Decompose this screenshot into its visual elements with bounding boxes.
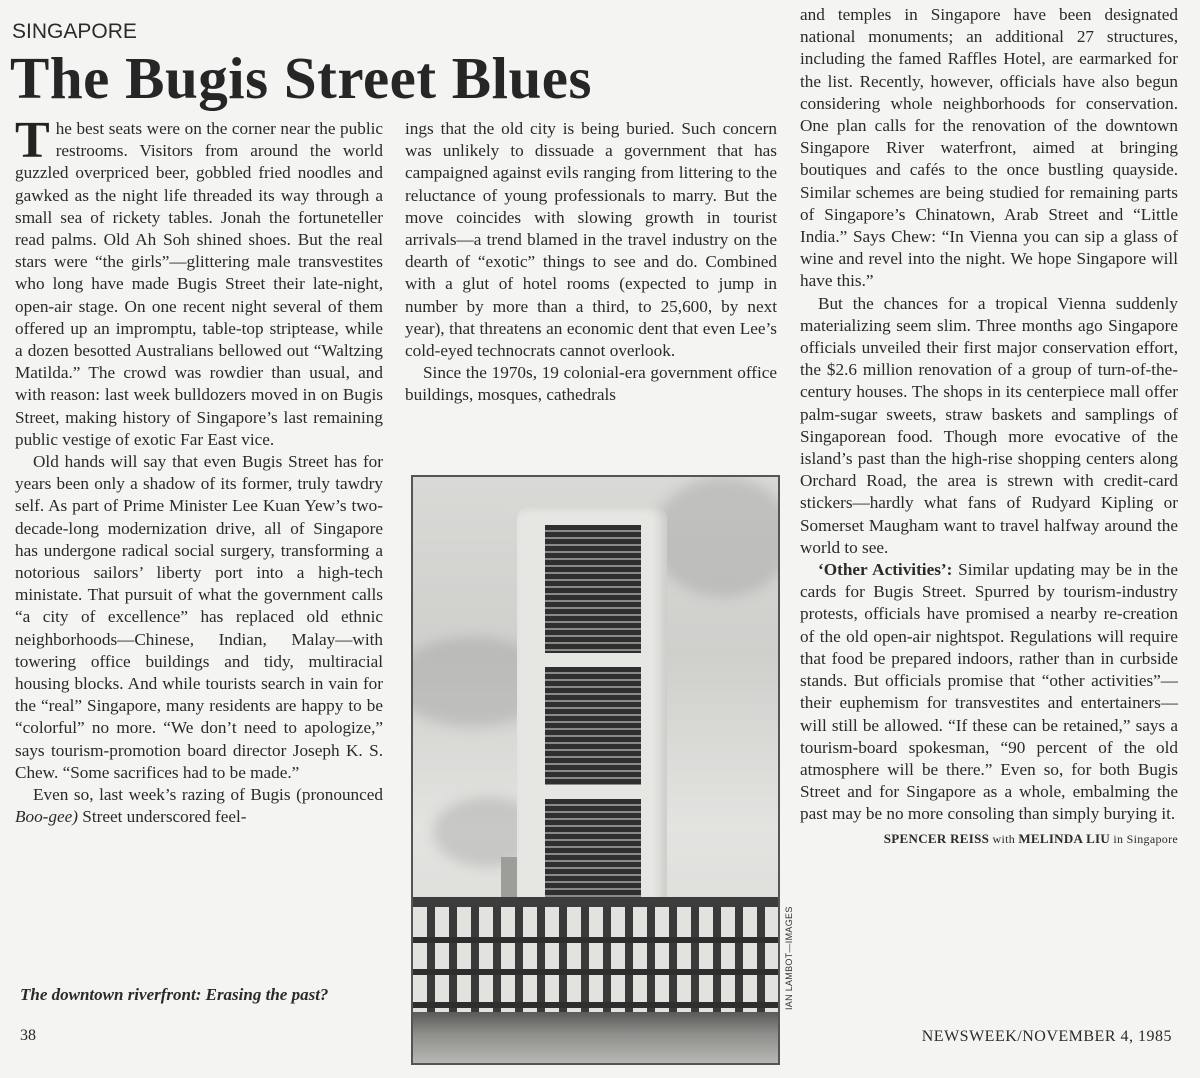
paragraph: ings that the old city is being buried. Such concern was unlikely to dissuade a government that has campaigned against evils ranging from littering to the reluctance of young professionals to marry. But the move coincides with slowing growth in tourist arrivals—a trend blamed in the travel industry on the dearth of “exotic” things to see and do. Combined with a glut of hotel rooms (expected to jump in number by more than a third, to 25,600, by next year), that threatens an economic dent that even Lee’s cold-eyed technocrats cannot overlook. — [405, 119, 777, 361]
article-headline: The Bugis Street Blues — [10, 45, 592, 111]
page-number: 38 — [20, 1027, 36, 1044]
river — [413, 1012, 778, 1065]
window-band — [545, 667, 641, 785]
publication-date: NEWSWEEK/NOVEMBER 4, 1985 — [921, 1028, 1172, 1045]
window-band — [545, 525, 641, 653]
paragraph: ‘Other Activities’: Similar updating may be in the cards for Bugis Street. Spurred by tourism-industry protests, officials have promised a nearby re-creation of the old open-air nightspot. Regulations will require that food be prepared indoors, rather than in curbside stands. But officials promise that “other activities”—their euphemism for transvestites and entertainers—will still be allowed. “If these can be retained,” says a tourism-board spokesman, “90 percent of the old atmosphere will be there.” Even so, for both Bugis Street and for Singapore as a whole, embalming the past may be no more consoling than simply burying it. — [800, 560, 1179, 824]
drop-cap: T — [15, 112, 50, 169]
paragraph: The best seats were on the corner near the public restrooms. Visitors from around the world guzzled overpriced beer, gobbled fried noodles and gawked as the night life threaded its way through a small sea of rickety tables. Jonah the fortuneteller read palms. Old Ah Soh shined shoes. But the real stars were “the girls”—glittering male transvestites who long have made Bugis Street their late-night, open-air stage. On one recent night several of them offered up an impromptu, table-top striptease, while a dozen besotted Australians bellowed out “Waltzing Matilda.” The crowd was rowdier than usual, and with reason: last week bulldozers moved in on Bugis Street, making history of Singapore’s last remaining public vestige of exotic Far East vice. — [15, 112, 383, 449]
shophouses — [413, 907, 778, 1012]
paragraph: Even so, last week’s razing of Bugis (pronounced Boo-gee) Street underscored feel- — [15, 785, 383, 827]
paragraph: But the chances for a tropical Vienna suddenly materializing seem slim. Three months ago Singapore officials unveiled their first major conservation effort, the $2.6 million renovation of a group of turn-of-the-century houses. The shops in its centerpiece mall offer palm-sugar sweets, straw baskets and samplings of Singaporean food. Though more evocative of the island’s past than the high-rise shopping centers along Orchard Road, the area is strewn with credit-card stickers—hardly what fans of Rudyard Kipling or Somerset Maugham want to travel halfway around the world to see. — [800, 293, 1178, 557]
paragraph: and temples in Singapore have been designated national monuments; an additional 27 structures, including the famed Raffles Hotel, are earmarked for the list. Recently, however, officials have also begun considering whole neighborhoods for conservation. One plan calls for the renovation of the downtown Singapore River waterfront, aimed at bringing boutiques and cafés to the once bustling quayside. Similar schemes are being studied for remaining parts of Singapore’s Chinatown, Arab Street and “Little India.” Says Chew: “In Vienna you can sip a glass of wine and revel into the night. We hope Singapore will have this.” — [800, 5, 1178, 291]
cloud — [653, 477, 780, 597]
article-column-3 — [800, 4, 1178, 850]
paragraph: Since the 1970s, 19 colonial-era government office buildings, mosques, cathedrals — [405, 363, 777, 405]
tower-photo — [411, 475, 780, 1065]
photo-credit: IAN LAMBOT—IMAGES — [784, 906, 794, 1010]
byline: SPENCER REISS with MELINDA LIU in Singapore — [883, 830, 1178, 846]
article-column-1 — [15, 112, 383, 829]
paragraph: Old hands will say that even Bugis Street has for years been only a shadow of its former, truly tawdry self. As part of Prime Minister Lee Kuan Yew’s two-decade-long modernization drive, all of Singapore has undergone radical social surgery, transforming a notorious sailors’ liberty port into a high-tech ministate. That pursuit of what the government calls “a city of excellence” has replaced old ethnic neighborhoods—Chinese, Indian, Malay—with towering office buildings and tidy, multiracial housing blocks. And while tourists search in vain for the “real” Singapore, many residents are happy to be “colorful” no more. “We don’t need to apologize,” says tourism-promotion board director Joseph K. S. Chew. “Some sacrifices had to be made.” — [15, 452, 383, 782]
photo-caption: The downtown riverfront: Erasing the past? — [20, 985, 329, 1004]
office-tower — [517, 507, 667, 947]
article-column-2 — [405, 118, 777, 407]
section-kicker: SINGAPORE — [12, 20, 137, 43]
subhead: ‘Other Activities’: — [818, 560, 953, 580]
